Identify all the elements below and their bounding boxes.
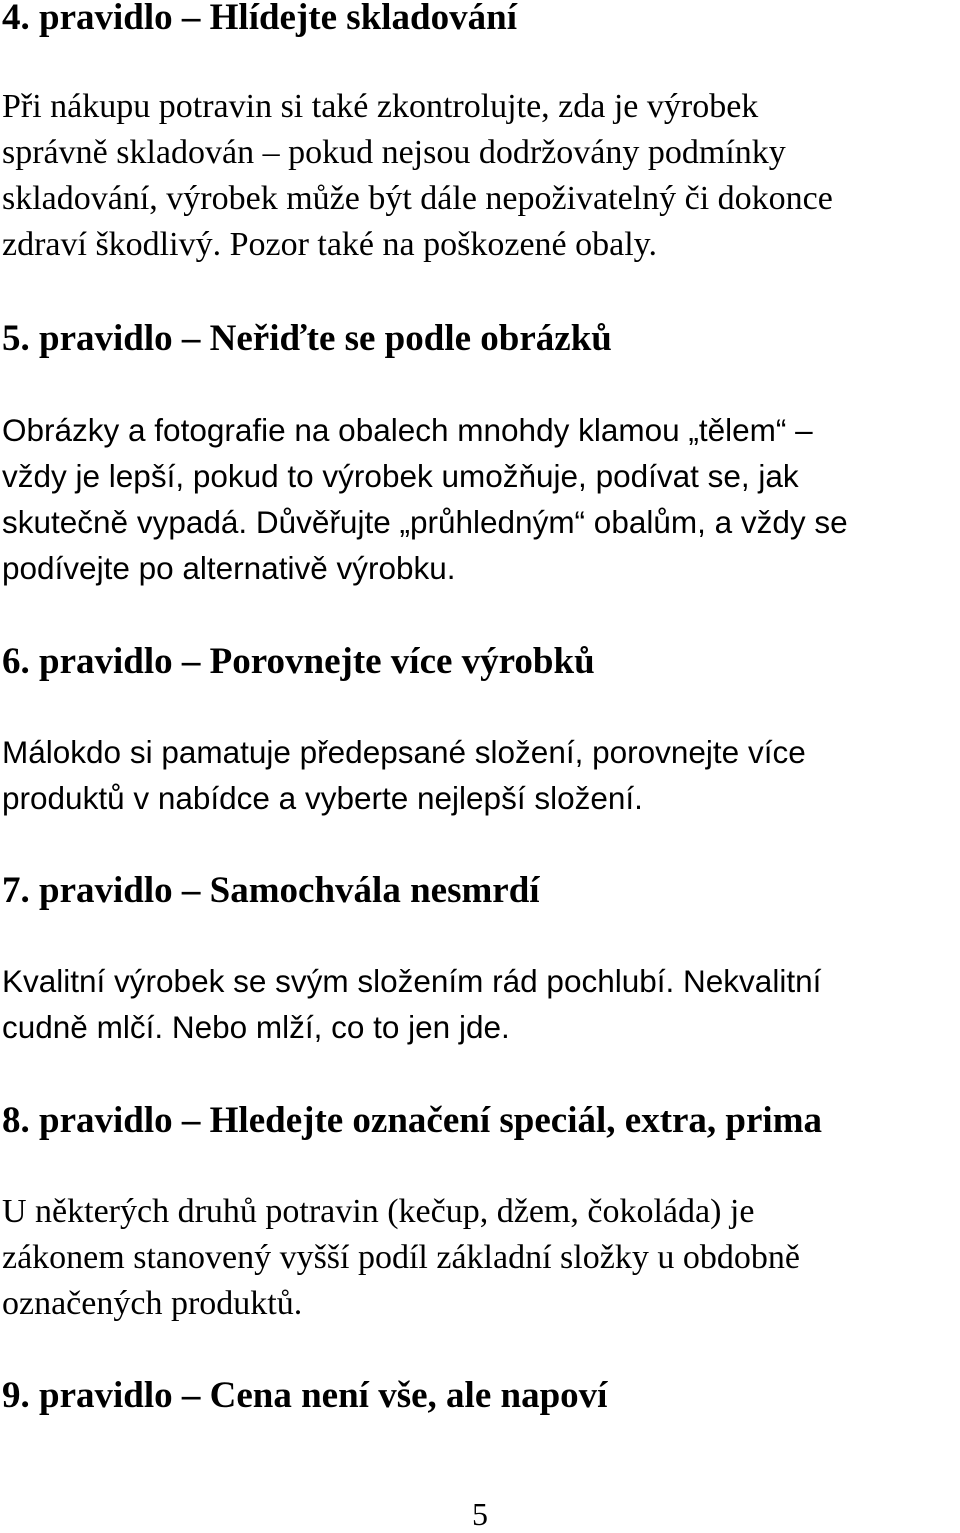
text-line: správně skladován – pokud nejsou dodržovány podmínky [2, 134, 786, 171]
text-line: Obrázky a fotografie na obalech mnohdy klamou „tělem“ – [2, 412, 813, 448]
text-line: Kvalitní výrobek se svým složením rád pochlubí. Nekvalitní [2, 963, 822, 999]
rule-9-heading: 9. pravidlo – Cena není vše, ale napoví [2, 1375, 608, 1416]
text-line: zdraví škodlivý. Pozor také na poškozené obaly. [2, 226, 657, 263]
rule-8-heading: 8. pravidlo – Hledejte označení speciál, extra, prima [2, 1100, 823, 1141]
rule-6-text [2, 729, 958, 821]
text-line: vždy je lepší, pokud to výrobek umožňuje, podívat se, jak [2, 458, 799, 494]
rule-5-text [2, 407, 958, 591]
text-line: zákonem stanovený vyšší podíl základní složky u obdobně [2, 1239, 800, 1276]
page-number: 5 [472, 1496, 488, 1532]
text-line: podívejte po alternativě výrobku. [2, 550, 456, 586]
text-line: Málokdo si pamatuje předepsané složení, porovnejte více [2, 734, 806, 770]
rule-7-text [2, 958, 958, 1050]
text-line: označených produktů. [2, 1285, 303, 1322]
rule-7-heading: 7. pravidlo – Samochvála nesmrdí [2, 870, 540, 911]
text-line: produktů v nabídce a vyberte nejlepší složení. [2, 780, 643, 816]
text-line: Při nákupu potravin si také zkontrolujte, zda je výrobek [2, 88, 759, 125]
text-line: cudně mlčí. Nebo mlží, co to jen jde. [2, 1009, 510, 1045]
rule-4-heading: 4. pravidlo – Hlídejte skladování [2, 0, 517, 38]
text-line: U některých druhů potravin (kečup, džem, čokoláda) je [2, 1193, 755, 1230]
rule-8-text [2, 1189, 958, 1327]
rule-6-heading: 6. pravidlo – Porovnejte více výrobků [2, 641, 595, 682]
rule-5-heading: 5. pravidlo – Neřiďte se podle obrázků [2, 318, 612, 359]
text-line: skutečně vypadá. Důvěřujte „průhledným“ obalům, a vždy se [2, 504, 848, 540]
rule-4-text [2, 84, 958, 268]
text-line: skladování, výrobek může být dále nepoživatelný či dokonce [2, 180, 833, 217]
